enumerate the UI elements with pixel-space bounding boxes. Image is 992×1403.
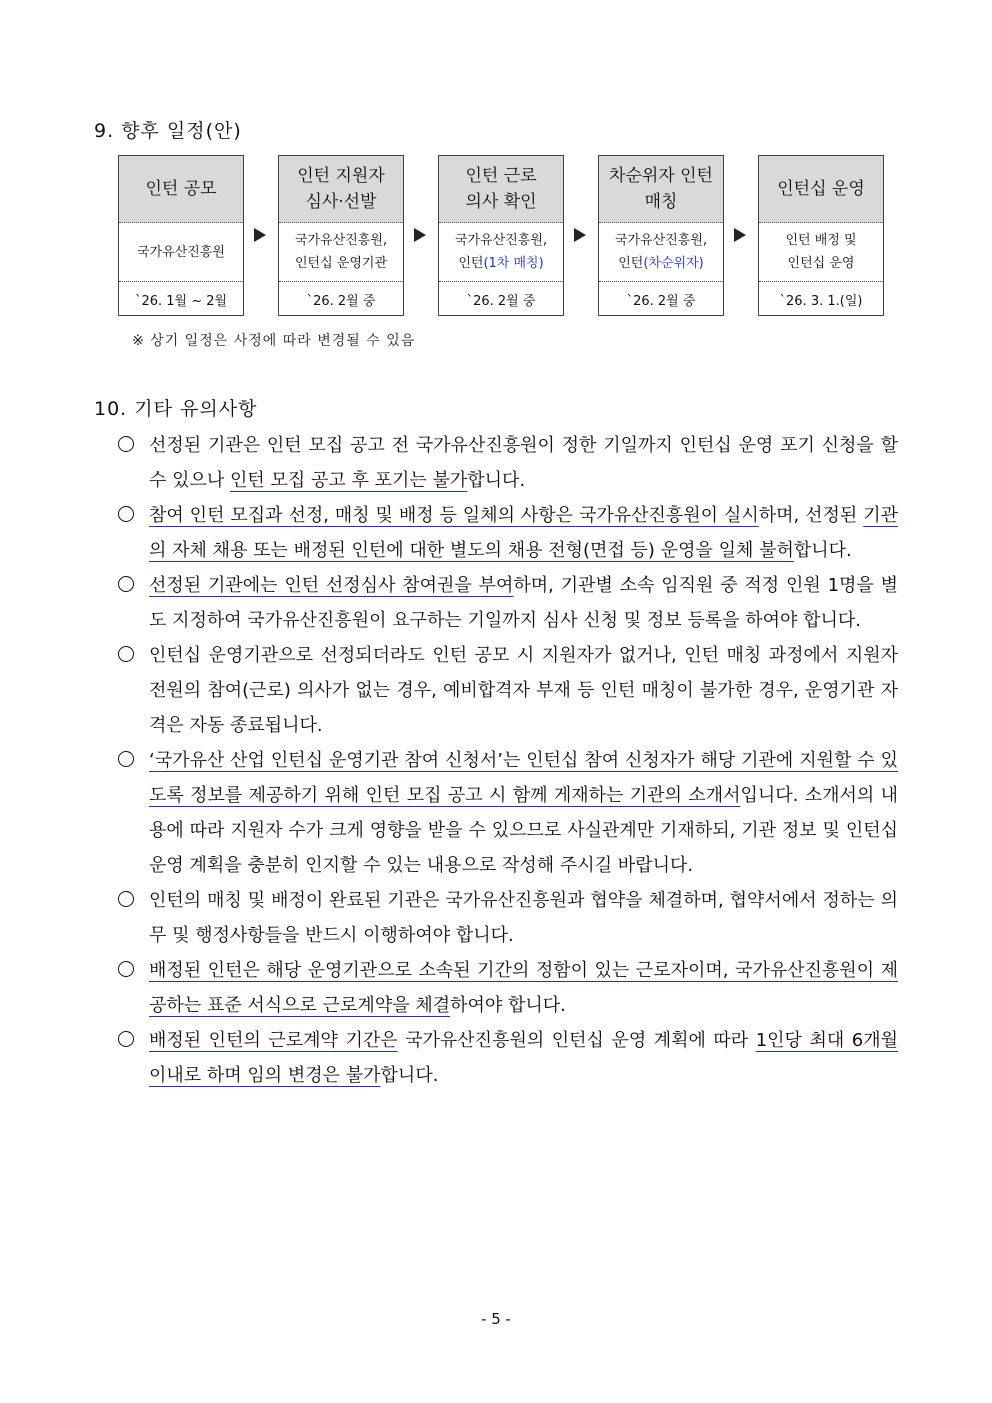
notice-text: 선정된 기관은 인턴 모집 공고 전 국가유산진흥원이 정한 기일까지 인턴십 운영 포기 신청을 할 수 있으나 xyxy=(149,435,898,491)
circle-bullet-icon xyxy=(118,646,134,662)
step-date: `26. 2월 중 xyxy=(626,294,696,309)
circle-bullet-icon xyxy=(118,961,134,977)
circle-bullet-icon xyxy=(118,1031,134,1047)
step-title: 차순위자 인턴 매칭 xyxy=(599,156,723,223)
notice-text: 합니다. xyxy=(467,470,526,491)
section-9-title: 9. 향후 일정(안) xyxy=(94,120,242,142)
arrow-right-icon xyxy=(254,228,266,242)
circle-bullet-icon xyxy=(118,436,134,452)
step-date: `26. 1월 ~ 2월 xyxy=(134,294,228,309)
step-owner-highlight: (차순위자) xyxy=(643,256,704,271)
page-number: - 5 - xyxy=(481,1310,511,1328)
schedule-step-5 xyxy=(758,155,884,316)
step-owner: 국가유산진흥원 xyxy=(119,223,243,282)
notice-item xyxy=(116,743,898,883)
notice-item xyxy=(116,498,898,568)
schedule-step-3 xyxy=(438,155,564,316)
underlined-text: ‘국가유산 산업 인턴십 운영기관 참여 신청서’는 인턴십 참여 신청자가 해당 기관에 지원할 수 있도록 정보를 제공하기 위해 인턴 모집 공고 시 함께 게재하는 기관의 소개서 xyxy=(149,750,898,806)
underlined-text: 배정된 인턴의 근로계약 기간은 xyxy=(149,1030,398,1051)
notice-text: 입니다. 소개서의 내용에 따라 지원자 수가 크게 영향을 받을 수 있으므로 사실관계만 기재하되, 기관 정보 및 인턴십 운영 계획을 충분히 인지할 수 있는 내용으로 작성해 주시길 바랍니다. xyxy=(149,785,898,876)
arrow-right-icon xyxy=(574,228,586,242)
underlined-text: 인턴 모집 공고 후 포기는 불가 xyxy=(230,470,468,491)
notice-text: 인턴십 운영기관으로 선정되더라도 인턴 공모 시 지원자가 없거나, 인턴 매칭 과정에서 지원자 전원의 참여(근로) 의사가 없는 경우, 예비합격자 부재 등 인턴 매칭이 불가한 경우, 운영기관 자격은 자동 종료됩니다. xyxy=(149,645,898,736)
step-date: `26. 2월 중 xyxy=(306,294,376,309)
notice-text: 하여야 합니다. xyxy=(450,995,566,1016)
notice-item xyxy=(116,883,898,953)
notice-text: 합니다. xyxy=(793,540,852,561)
underlined-text: 기관의 자체 채용 또는 배정된 인턴에 대한 별도의 채용 전형(면접 등) 운영을 일체 불허 xyxy=(149,505,898,561)
schedule-note: ※ 상기 일정은 사정에 따라 변경될 수 있음 xyxy=(132,333,416,349)
notice-item xyxy=(116,953,898,1023)
notice-text: 합니다. xyxy=(380,1065,439,1086)
notice-text: 인턴의 매칭 및 배정이 완료된 기관은 국가유산진흥원과 협약을 체결하며, 협약서에서 정하는 의무 및 행정사항들을 반드시 이행하여야 합니다. xyxy=(149,890,898,946)
notice-item xyxy=(116,638,898,743)
underlined-text: 1인당 최대 6개월 이내로 하며 임의 변경은 불가 xyxy=(149,1030,898,1086)
step-owner: 국가유산진흥원, 인턴(차순위자) xyxy=(599,223,723,282)
arrow-right-icon xyxy=(414,228,426,242)
circle-bullet-icon xyxy=(118,506,134,522)
notice-item xyxy=(116,428,898,498)
notice-item xyxy=(116,568,898,638)
circle-bullet-icon xyxy=(118,576,134,592)
circle-bullet-icon xyxy=(118,891,134,907)
notice-text: 하며, 기관별 소속 임직원 중 적정 인원 1명을 별도 지정하여 국가유산진흥원이 요구하는 기일까지 심사 신청 및 정보 등록을 하여야 합니다. xyxy=(149,575,898,631)
notice-text: 국가유산진흥원의 인턴십 운영 계획에 따라 xyxy=(397,1030,756,1051)
underlined-text: 참여 인턴 모집과 선정, 매칭 및 배정 등 일체의 사항은 국가유산진흥원이 실시 xyxy=(149,505,759,526)
circle-bullet-icon xyxy=(118,751,134,767)
schedule-step-2 xyxy=(278,155,404,316)
step-owner-highlight: (1차 매칭) xyxy=(483,256,544,271)
section-10-title: 10. 기타 유의사항 xyxy=(94,398,258,420)
step-owner: 국가유산진흥원, 인턴십 운영기관 xyxy=(279,223,403,282)
schedule-step-4 xyxy=(598,155,724,316)
notice-list xyxy=(116,428,898,1093)
step-owner: 인턴 배정 및 인턴십 운영 xyxy=(759,223,883,282)
step-owner: 국가유산진흥원, 인턴(1차 매칭) xyxy=(439,223,563,282)
notice-item xyxy=(116,1023,898,1093)
step-date: `26. 2월 중 xyxy=(466,294,536,309)
underlined-text: 배정된 인턴은 해당 운영기관으로 소속된 기간의 정함이 있는 근로자이며, 국가유산진흥원이 제공하는 표준 서식으로 근로계약을 체결 xyxy=(149,960,898,1016)
step-title: 인턴십 운영 xyxy=(759,156,883,223)
step-title: 인턴 지원자 심사·선발 xyxy=(279,156,403,223)
schedule-step-1 xyxy=(118,155,244,316)
step-title: 인턴 공모 xyxy=(119,156,243,223)
underlined-text: 선정된 기관에는 인턴 선정심사 참여권을 부여 xyxy=(149,575,514,596)
arrow-right-icon xyxy=(734,228,746,242)
step-date: `26. 3. 1.(일) xyxy=(779,294,863,309)
notice-text: 하며, 선정된 xyxy=(758,505,864,526)
step-title: 인턴 근로 의사 확인 xyxy=(439,156,563,223)
